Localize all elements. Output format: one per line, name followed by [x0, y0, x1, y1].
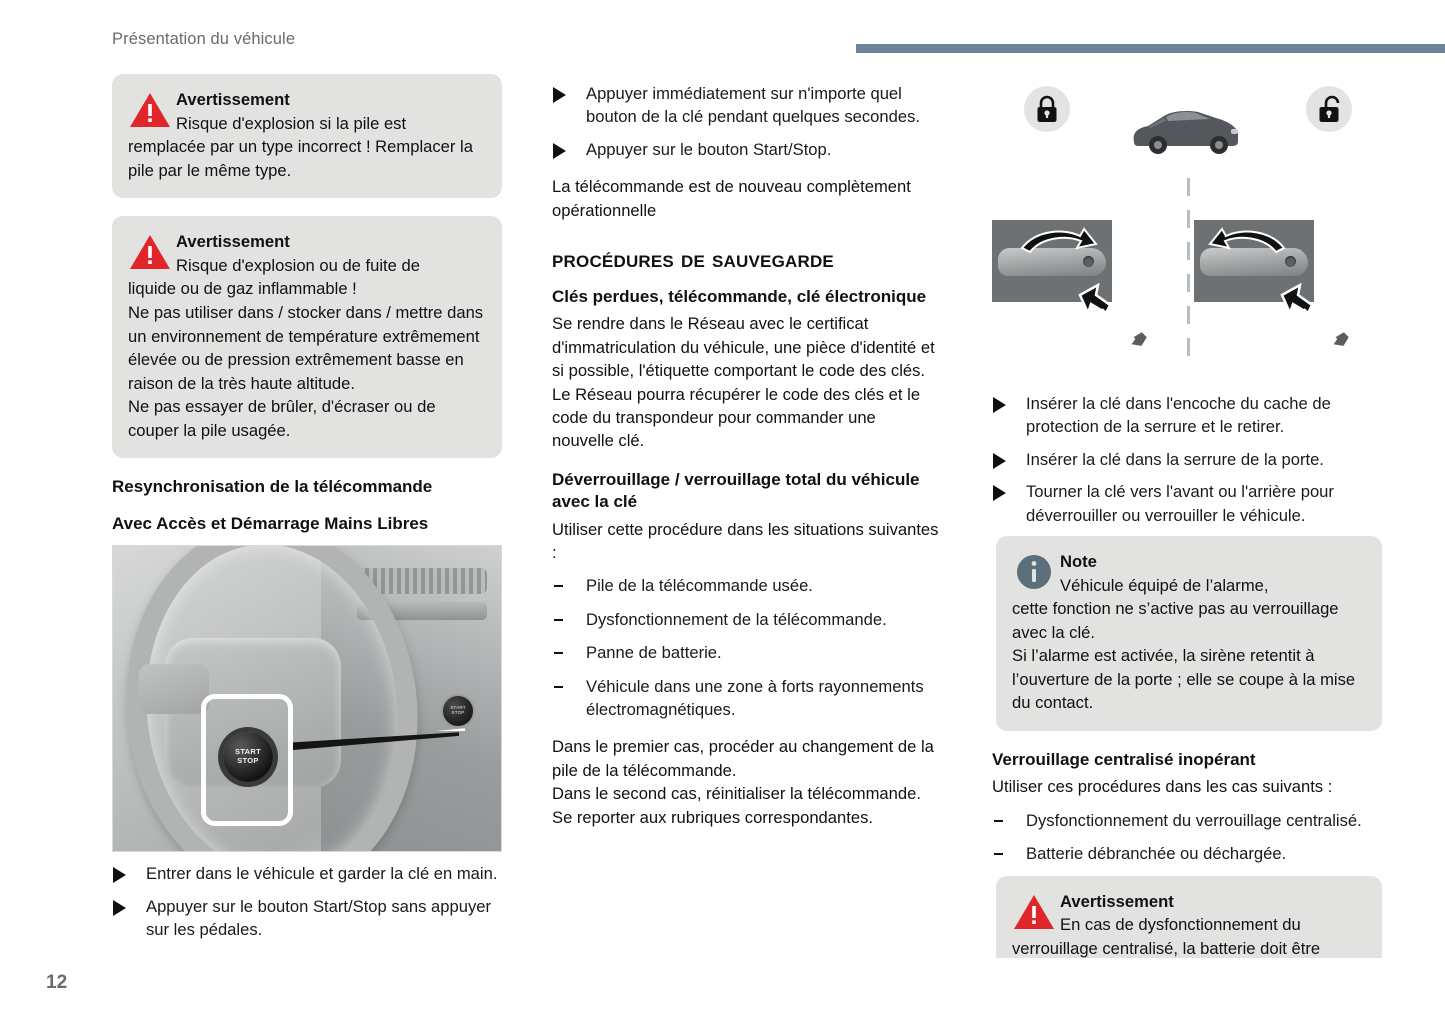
heading-resynchronisation: Resynchronisation de la télécommande	[112, 477, 433, 497]
info-circle-icon	[1012, 552, 1056, 592]
dash-bullet-icon	[554, 652, 563, 654]
arrow-bullet-icon	[993, 397, 1006, 413]
warning-line-3: Ne pas utiliser dans / stocker dans / mettre dans un environnement de température extrêmement élevée ou de pression extrêmement basse en raison de la très haute altitude.	[128, 302, 484, 393]
warning-triangle-icon	[128, 90, 172, 130]
list-item	[552, 82, 942, 129]
list-item	[552, 138, 942, 161]
list-item	[112, 862, 502, 885]
note-line-2: cette fonction ne s’active pas au verrouillage avec la clé.	[1012, 599, 1339, 642]
list-item	[112, 895, 502, 942]
list-item	[992, 809, 1382, 832]
page-header	[0, 0, 1445, 62]
paragraph-telecommande-operationnelle: La télécommande est de nouveau complètement opérationnelle	[552, 177, 911, 220]
note-title: Note	[1060, 551, 1097, 571]
list-item	[552, 641, 942, 664]
warning-title: Avertissement	[1060, 891, 1174, 911]
suv-side-view	[1128, 102, 1243, 158]
start-stop-button-zoomed: START STOP	[223, 732, 273, 782]
warning-title: Avertissement	[176, 232, 290, 252]
paragraph-premier-cas: Dans le premier cas, procéder au changement de la pile de la télécommande.	[552, 737, 934, 780]
warning-line-2: liquide ou de gaz inflammable !	[128, 279, 357, 299]
key-insert-arrow-right	[1278, 283, 1354, 359]
warning-rest: remplacée par un type incorrect ! Remplacer la pile par le même type.	[128, 137, 473, 180]
page-number: 12	[46, 972, 68, 993]
arrow-bullet-icon	[553, 87, 566, 103]
warning-triangle-icon	[128, 232, 172, 272]
warning-title: Avertissement	[176, 90, 290, 109]
list-item-text: Batterie débranchée ou déchargée.	[1026, 844, 1287, 864]
column-3	[992, 74, 1382, 994]
paragraph-reseau-certificat: Se rendre dans le Réseau avec le certificat d'immatriculation du véhicule, une pièce d'identité et si possible, l'étiquette comportant le code des clés.	[552, 314, 935, 381]
page-columns	[112, 74, 1382, 994]
section-heading-procedures-de-sauvegarde: procédures de sauvegarde	[552, 245, 834, 273]
padlock-closed-icon	[1024, 86, 1070, 132]
subheading-cles-perdues: Clés perdues, télécommande, clé électronique	[552, 286, 927, 306]
warning-line-1: En cas de dysfonctionnement du	[1060, 915, 1301, 935]
arrow-bullet-icon	[553, 143, 566, 159]
padlock-open-icon	[1306, 86, 1352, 132]
warning-triangle-icon	[1012, 892, 1056, 932]
steering-wheel-start-stop-figure	[112, 545, 502, 852]
warning-line-1: Risque d'explosion si la pile est	[176, 113, 407, 133]
steering-wheel-spoke	[139, 664, 209, 714]
door-lock-unlock-figure	[988, 78, 1388, 378]
list-item-text: Entrer dans le véhicule et garder la clé en main.	[146, 864, 498, 884]
warning-box-battery-flammable	[112, 216, 502, 458]
warning-line-4: Ne pas essayer de brûler, d'écraser ou de couper la pile usagée.	[128, 397, 436, 440]
paragraph-reseau-transpondeur: Le Réseau pourra récupérer le code des clés et le code du transpondeur pour commander une nouvelle clé.	[552, 384, 921, 451]
arrow-bullet-icon	[113, 900, 126, 916]
list-item-text: Panne de batterie.	[586, 643, 722, 663]
list-item	[552, 608, 942, 631]
arrow-bullet-icon	[113, 867, 126, 883]
paragraph-utiliser-ces-procedures: Utiliser ces procédures dans les cas suivants :	[992, 777, 1333, 797]
column-2	[552, 74, 942, 994]
dash-bullet-icon	[554, 619, 563, 621]
column-1	[112, 74, 502, 994]
list-item-text: Pile de la télécommande usée.	[586, 576, 813, 596]
column2-arrow-list-top	[552, 82, 942, 161]
dash-bullet-icon	[554, 686, 563, 688]
paragraph-utiliser-procedure: Utiliser cette procédure dans les situations suivantes :	[552, 519, 939, 562]
note-box-alarme	[996, 536, 1382, 731]
warning-rest: verrouillage centralisé, la batterie doit être	[1012, 938, 1321, 958]
note-line-1: Véhicule équipé de l’alarme,	[1060, 575, 1269, 595]
arrow-bullet-icon	[993, 485, 1006, 501]
list-item	[992, 480, 1382, 527]
column2-dash-list	[552, 574, 942, 721]
paragraph-se-reporter: Se reporter aux rubriques correspondantes.	[552, 807, 873, 827]
list-item-text: Tourner la clé vers l'avant ou l'arrière pour déverrouiller ou verrouiller le véhicule.	[1026, 482, 1334, 525]
dash-bullet-icon	[994, 820, 1003, 822]
key-insert-arrow-left	[1076, 283, 1152, 359]
warning-box-battery-explosion	[112, 74, 502, 198]
warning-line-1: Risque d'explosion ou de fuite de	[176, 255, 420, 275]
list-item-text: Dysfonctionnement du verrouillage centralisé.	[1026, 810, 1362, 830]
heading-verrouillage-centralise-inoperant: Verrouillage centralisé inopérant	[992, 749, 1256, 769]
arrow-bullet-icon	[993, 453, 1006, 469]
figure-divider	[1187, 178, 1190, 368]
column3-arrow-list	[992, 392, 1382, 527]
list-item	[992, 448, 1382, 471]
note-line-3: Si l’alarme est activée, la sirène retentit à l’ouverture de la porte ; elle se coupe à la mise du contact.	[1012, 646, 1356, 713]
list-item-text: Appuyer immédiatement sur n'importe quel bouton de la clé pendant quelques secondes.	[586, 84, 920, 127]
list-item-text: Insérer la clé dans la serrure de la porte.	[1026, 449, 1324, 469]
column1-arrow-list	[112, 862, 502, 941]
header-rule	[856, 44, 1445, 53]
page-bottom-mask	[0, 958, 1445, 1018]
list-item	[552, 574, 942, 597]
subheading-deverrouillage-verrouillage-total: Déverrouillage / verrouillage total du véhicule avec la clé	[552, 469, 920, 512]
list-item-text: Véhicule dans une zone à forts rayonnements électromagnétiques.	[586, 676, 924, 719]
paragraph-second-cas: Dans le second cas, réinitialiser la télécommande.	[552, 784, 921, 804]
list-item-text: Insérer la clé dans l'encoche du cache de protection de la serrure et le retirer.	[1026, 394, 1331, 437]
list-item-text: Dysfonctionnement de la télécommande.	[586, 609, 887, 629]
list-item-text: Appuyer sur le bouton Start/Stop.	[586, 139, 832, 159]
list-item-text: Appuyer sur le bouton Start/Stop sans appuyer sur les pédales.	[146, 896, 491, 939]
subheading-acces-demarrage-mains-libres: Avec Accès et Démarrage Mains Libres	[112, 513, 429, 533]
dash-bullet-icon	[994, 853, 1003, 855]
page-title: Présentation du véhicule	[112, 30, 296, 48]
start-stop-button-in-dash: START STOP	[441, 694, 475, 728]
dash-bullet-icon	[554, 585, 563, 587]
list-item	[992, 392, 1382, 439]
column3-dash-list	[992, 809, 1382, 866]
list-item	[992, 842, 1382, 865]
list-item	[552, 675, 942, 722]
